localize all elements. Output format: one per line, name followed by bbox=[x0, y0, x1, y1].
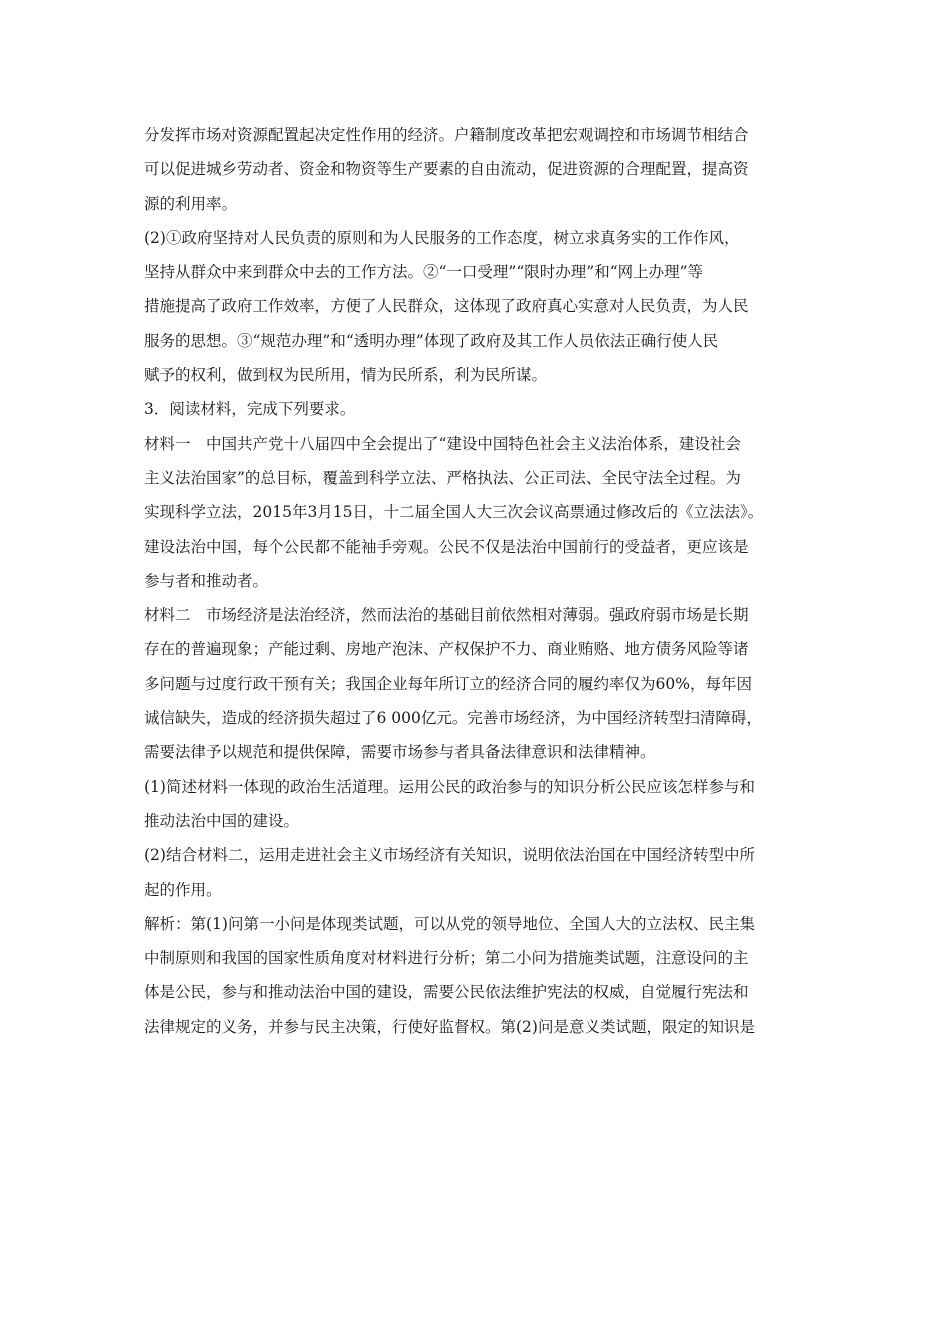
text-line: 主义法治国家”的总目标，覆盖到科学立法、严格执法、公正司法、全民守法全过程。为 bbox=[144, 468, 741, 487]
text-line: 实现科学立法，2015年3月15日，十二届全国人大三次会议高票通过修改后的《立法法》。 bbox=[144, 503, 764, 522]
text-line: 服务的思想。③“规范办理”和“透明办理”体现了政府及其工作人员依法正确行使人民 bbox=[144, 331, 719, 350]
text-line: (2)结合材料二，运用走进社会主义市场经济有关知识，说明依法治国在中国经济转型中所 bbox=[144, 846, 755, 865]
text-line: 参与者和推动者。 bbox=[144, 571, 269, 590]
document-body bbox=[144, 118, 824, 1044]
text-line: 需要法律予以规范和提供保障，需要市场参与者具备法律意识和法律精神。 bbox=[144, 743, 656, 762]
text-line: 可以促进城乡劳动者、资金和物资等生产要素的自由流动，促进资源的合理配置，提高资 bbox=[144, 160, 749, 179]
text-line: (2)①政府坚持对人民负责的原则和为人民服务的工作态度，树立求真务实的工作作风， bbox=[144, 228, 740, 247]
text-line: 赋予的权利，做到权为民所用，情为民所系，利为民所谋。 bbox=[144, 366, 548, 385]
text-line: 材料一 中国共产党十八届四中全会提出了“建设中国特色社会主义法治体系，建设社会 bbox=[144, 434, 741, 453]
text-line: 措施提高了政府工作效率，方便了人民群众，这体现了政府真心实意对人民负责，为人民 bbox=[144, 297, 749, 316]
text-line: 分发挥市场对资源配置起决定性作用的经济。户籍制度改革把宏观调控和市场调节相结合 bbox=[144, 126, 749, 144]
text-line: 中制原则和我国的国家性质角度对材料进行分析；第二小问为措施类试题，注意设问的主 bbox=[144, 949, 749, 968]
text-line: 建设法治中国，每个公民都不能袖手旁观。公民不仅是法治中国前行的受益者，更应该是 bbox=[144, 537, 749, 556]
text-line: 源的利用率。 bbox=[144, 194, 238, 213]
text-line: 诚信缺失，造成的经济损失超过了6 000亿元。完善市场经济，为中国经济转型扫清障碍， bbox=[144, 709, 762, 728]
text-line: 存在的普遍现象；产能过剩、房地产泡沫、产权保护不力、商业贿赂、地方债务风险等诸 bbox=[144, 640, 749, 659]
text-line: 材料二 市场经济是法治经济，然而法治的基础目前依然相对薄弱。强政府弱市场是长期 bbox=[144, 606, 749, 625]
text-line: 坚持从群众中来到群众中去的工作方法。②“一口受理”“限时办理”和“网上办理”等 bbox=[144, 263, 704, 282]
text-line: 推动法治中国的建设。 bbox=[144, 811, 300, 830]
text-line: (1)简述材料一体现的政治生活道理。运用公民的政治参与的知识分析公民应该怎样参与和 bbox=[144, 777, 755, 796]
text-line: 起的作用。 bbox=[144, 880, 222, 899]
question-heading: 3．阅读材料，完成下列要求。 bbox=[144, 400, 356, 419]
text-line: 体是公民，参与和推动法治中国的建设，需要公民依法维护宪法的权威，自觉履行宪法和 bbox=[144, 983, 749, 1002]
text-line: 多问题与过度行政干预有关；我国企业每年所订立的经济合同的履约率仅为60%，每年因 bbox=[144, 674, 752, 693]
text-line: 解析：第(1)问第一小问是体现类试题，可以从党的领导地位、全国人大的立法权、民主集 bbox=[144, 914, 755, 933]
text-line: 法律规定的义务，并参与民主决策，行使好监督权。第(2)问是意义类试题，限定的知识是 bbox=[144, 1017, 755, 1036]
